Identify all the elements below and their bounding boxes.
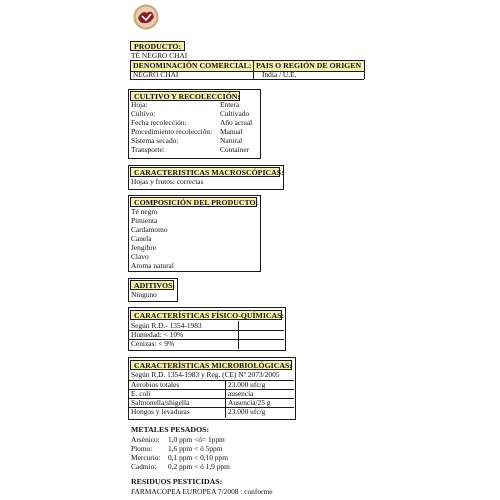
metales-value: 0,2 ppm < ó 1,9 ppm xyxy=(168,462,230,471)
fisico-row: Cenizas: < 9% xyxy=(131,339,175,348)
cultivo-value: Año actual xyxy=(220,118,253,127)
origen-col-header: PAIS O REGIÓN DE ORIGEN xyxy=(256,61,362,70)
cultivo-label: Transporte: xyxy=(131,145,165,154)
macro-header: CARACTERISTICAS MACROSCÓPICAS: xyxy=(130,167,280,177)
residuos-title: RESIDUOS PESTICIDAS: xyxy=(131,477,223,486)
composicion-item: Jengibre xyxy=(131,243,157,252)
fisico-row: Según R.D.- 1354-1983 xyxy=(131,321,202,330)
composicion-header: COMPOSICIÓN DEL PRODUCTO: xyxy=(130,197,257,207)
micro-value: Ausencia/25 g xyxy=(228,398,271,407)
cultivo-label: Sistema secado: xyxy=(131,136,179,145)
cultivo-label: Hoja: xyxy=(131,100,148,109)
cultivo-value: Natural xyxy=(220,136,243,145)
metales-value: 1,0 ppm <ó= 1ppm xyxy=(168,435,225,444)
denominacion-value: NEGRO CHAI xyxy=(133,70,179,79)
micro-header: CARACTERÍSTICAS MICROBIOLÓGICAS: xyxy=(130,360,292,370)
micro-value: 23.000 ufc/g xyxy=(228,407,266,416)
micro-label: Salmonella/shigella xyxy=(131,398,190,407)
macro-value: Hojas y frutos: correctas xyxy=(131,177,204,186)
metales-label: Cadmio: xyxy=(131,462,157,471)
micro-label: E. coli xyxy=(131,389,151,398)
company-logo-icon xyxy=(133,4,159,30)
cultivo-label: Procedimiento recolección: xyxy=(131,127,213,136)
fisico-row: Humedad: < 10% xyxy=(131,330,184,339)
cultivo-value: Manual xyxy=(220,127,243,136)
cultivo-label: Fecha recolección: xyxy=(131,118,187,127)
metales-value: 1,6 ppm < ó 5ppm xyxy=(168,444,223,453)
micro-reference: Según R.D. 1354-1983 y Reg. (CE) Nº 2073/2005 xyxy=(131,370,280,379)
composicion-item: Pimienta xyxy=(131,216,158,225)
origen-value: India / U.E. xyxy=(262,70,297,79)
composicion-item: Canela xyxy=(131,234,152,243)
metales-label: Mercurio: xyxy=(131,453,161,462)
cultivo-header: CULTIVO Y RECOLECCIÓN: xyxy=(130,91,240,101)
composicion-item: Cardamomo xyxy=(131,225,168,234)
micro-value: ausencia xyxy=(228,389,254,398)
cultivo-value: Cultivado xyxy=(220,109,250,118)
denominacion-col-header: DENOMINACIÓN COMERCIAL: xyxy=(133,61,252,70)
cultivo-value: Entera xyxy=(220,100,240,109)
metales-label: Arsénico: xyxy=(131,435,160,444)
fisico-header: CARACTERÍSTICAS FÍSICO-QUÍMICAS: xyxy=(130,310,282,320)
micro-label: Hongos y levaduras xyxy=(131,407,190,416)
producto-header: PRODUCTO: xyxy=(130,41,185,51)
residuos-value: FARMACOPEA EUROPEA 7/2008 : conforme xyxy=(131,487,273,496)
producto-value: TÉ NEGRO CHAI xyxy=(131,51,188,60)
composicion-item: Aroma natural xyxy=(131,261,174,270)
cultivo-label: Cultivo: xyxy=(131,109,156,118)
aditivos-header: ADITIVOS: xyxy=(130,280,174,290)
micro-value: 23.000 ufc/g xyxy=(228,380,266,389)
metales-value: 0,1 ppm < 0,10 ppm xyxy=(168,453,229,462)
composicion-item: Clavo xyxy=(131,252,149,261)
aditivos-value: Ninguno xyxy=(131,290,157,299)
composicion-item: Té negro xyxy=(131,207,158,216)
metales-label: Plomo: xyxy=(131,444,153,453)
micro-label: Aerobios totales xyxy=(131,380,180,389)
cultivo-value: Container xyxy=(220,145,250,154)
metales-title: METALES PESADOS: xyxy=(131,425,210,434)
